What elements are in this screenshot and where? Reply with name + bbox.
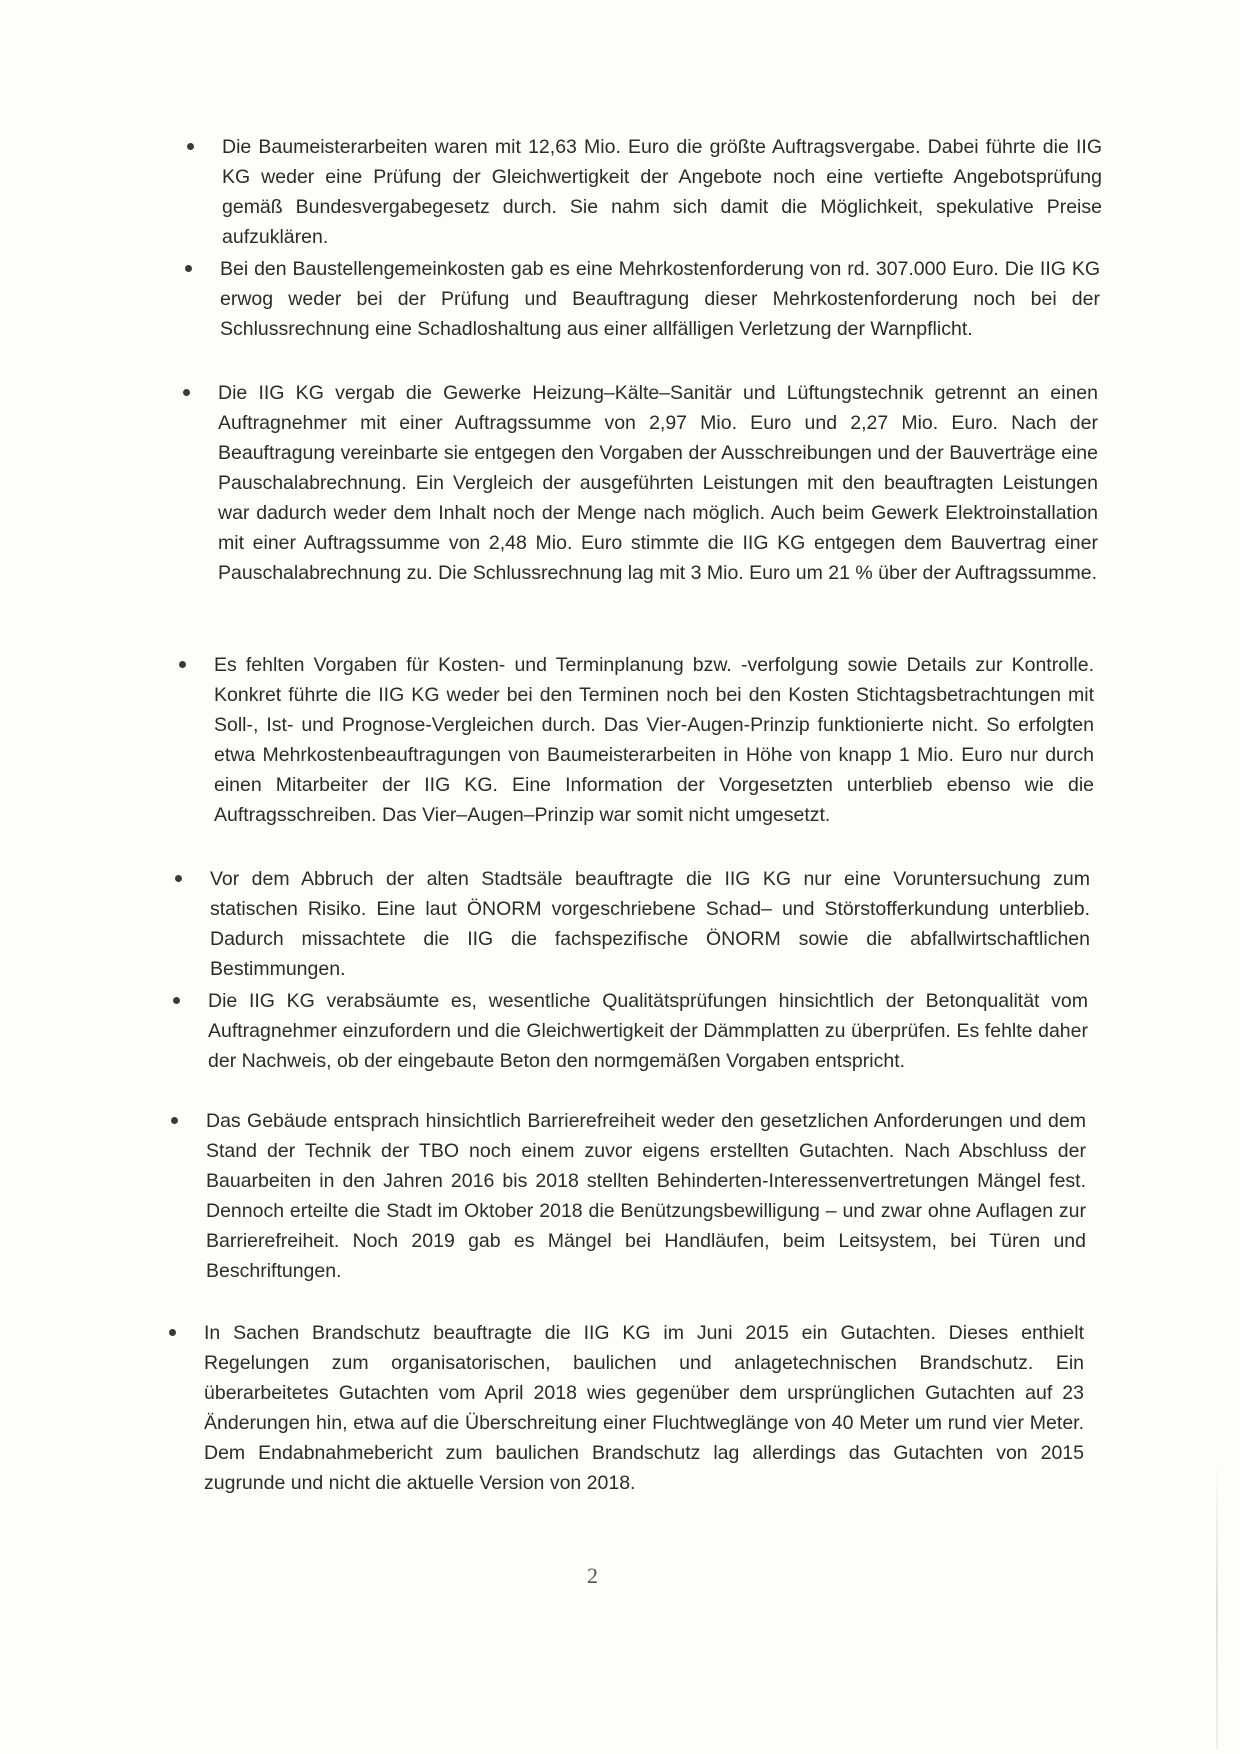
bullet-icon — [183, 389, 190, 396]
bullet-icon — [187, 143, 194, 150]
list-item — [208, 986, 1088, 1076]
list-item-text: Die Baumeisterarbeiten waren mit 12,63 Mio. Euro die größte Auftragsvergabe. Dabei führte die IIG KG weder eine Prüfung der Gleichwertigkeit der Angebote noch eine vertiefte Angebotsprüfung gemäß Bundesvergabegesetz durch. Sie nahm sich damit die Möglichkeit, spekulative Preise aufzuklären. — [222, 136, 1102, 248]
list-item-text: Das Gebäude entsprach hinsichtlich Barrierefreiheit weder den gesetzlichen Anforderungen und dem Stand der Technik der TBO noch einem zuvor eigens erstellten Gutachten. Nach Abschluss der Bauarbeiten in den Jahren 2016 bis 2018 stellten Behinderten-Interessenvertretungen Mängel fest. Dennoch erteilte die Stadt im Oktober 2018 die Benützungsbewilligung – und zwar ohne Auflagen zur Barrierefreiheit. Noch 2019 gab es Mängel bei Handläufen, beim Leitsystem, bei Türen und Beschriftungen. — [206, 1110, 1086, 1282]
list-item — [218, 378, 1098, 588]
page-number: 2 — [587, 1563, 598, 1588]
bullet-icon — [173, 997, 180, 1004]
list-item — [206, 1106, 1086, 1286]
list-item-text: Es fehlten Vorgaben für Kosten- und Terminplanung bzw. -verfolgung sowie Details zur Kontrolle. Konkret führte die IIG KG weder bei den Terminen noch bei den Kosten Stichtagsbetrachtungen mit Soll-, Ist- und Prognose-Vergleichen durch. Das Vier-Augen-Prinzip funktionierte nicht. So erfolgten etwa Mehrkostenbeauftragungen von Baumeisterarbeiten in Höhe von knapp 1 Mio. Euro nur durch einen Mitarbeiter der IIG KG. Eine Information der Vorgesetzten unterblieb ebenso wie die Auftragsschreiben. Das Vier–Augen–Prinzip war somit nicht umgesetzt. — [214, 654, 1094, 826]
list-item — [204, 1318, 1084, 1498]
bullet-icon — [175, 875, 182, 882]
list-item — [214, 650, 1094, 830]
list-item-text: Die IIG KG vergab die Gewerke Heizung–Kälte–Sanitär und Lüftungstechnik getrennt an einen Auftragnehmer mit einer Auftragssumme von 2,97 Mio. Euro und 2,27 Mio. Euro. Nach der Beauftragung vereinbarte sie entgegen den Vorgaben der Ausschreibungen und der Bauverträge eine Pauschalabrechnung. Ein Vergleich der ausgeführten Leistungen mit den beauftragten Leistungen war dadurch weder dem Inhalt noch der Menge nach möglich. Auch beim Gewerk Elektroinstallation mit einer Auftragssumme von 2,48 Mio. Euro stimmte die IIG KG entgegen dem Bauvertrag einer Pauschalabrechnung zu. Die Schlussrechnung lag mit 3 Mio. Euro um 21 % über der Auftragssumme. — [218, 382, 1098, 584]
list-item-text: Vor dem Abbruch der alten Stadtsäle beauftragte die IIG KG nur eine Voruntersuchung zum statischen Risiko. Eine laut ÖNORM vorgeschriebene Schad– und Störstofferkundung unterblieb. Dadurch missachtete die IIG die fachspezifische ÖNORM sowie die abfallwirtschaftlichen Bestimmungen. — [210, 868, 1090, 980]
bullet-icon — [179, 661, 186, 668]
bullet-icon — [171, 1117, 178, 1124]
list-item-text: Bei den Baustellengemeinkosten gab es eine Mehrkostenforderung von rd. 307.000 Euro. Die IIG KG erwog weder bei der Prüfung und Beauftragung dieser Mehrkostenforderung noch bei der Schlussrechnung eine Schadloshaltung aus einer allfälligen Verletzung der Warnpflicht. — [220, 258, 1100, 340]
bullet-icon — [185, 265, 192, 272]
list-item — [210, 864, 1090, 984]
list-item-text: Die IIG KG verabsäumte es, wesentliche Qualitätsprüfungen hinsichtlich der Betonqualität vom Auftragnehmer einzufordern und die Gleichwertigkeit der Dämmplatten zu überprüfen. Es fehlte daher der Nachweis, ob der eingebaute Beton den normgemäßen Vorgaben entspricht. — [208, 990, 1088, 1072]
list-item-text: In Sachen Brandschutz beauftragte die IIG KG im Juni 2015 ein Gutachten. Dieses enthielt Regelungen zum organisatorischen, baulichen und anlagetechnischen Brandschutz. Ein überarbeitetes Gutachten vom April 2018 wies gegenüber dem ursprünglichen Gutachten auf 23 Änderungen hin, etwa auf die Überschreitung einer Fluchtweglänge von 40 Meter um rund vier Meter. Dem Endabnahmebericht zum baulichen Brandschutz lag allerdings das Gutachten von 2015 zugrunde und nicht die aktuelle Version von 2018. — [204, 1322, 1084, 1494]
scan-edge-shadow — [1216, 1460, 1218, 1750]
bullet-icon — [169, 1329, 176, 1336]
list-item — [222, 132, 1102, 252]
list-item — [220, 254, 1100, 344]
